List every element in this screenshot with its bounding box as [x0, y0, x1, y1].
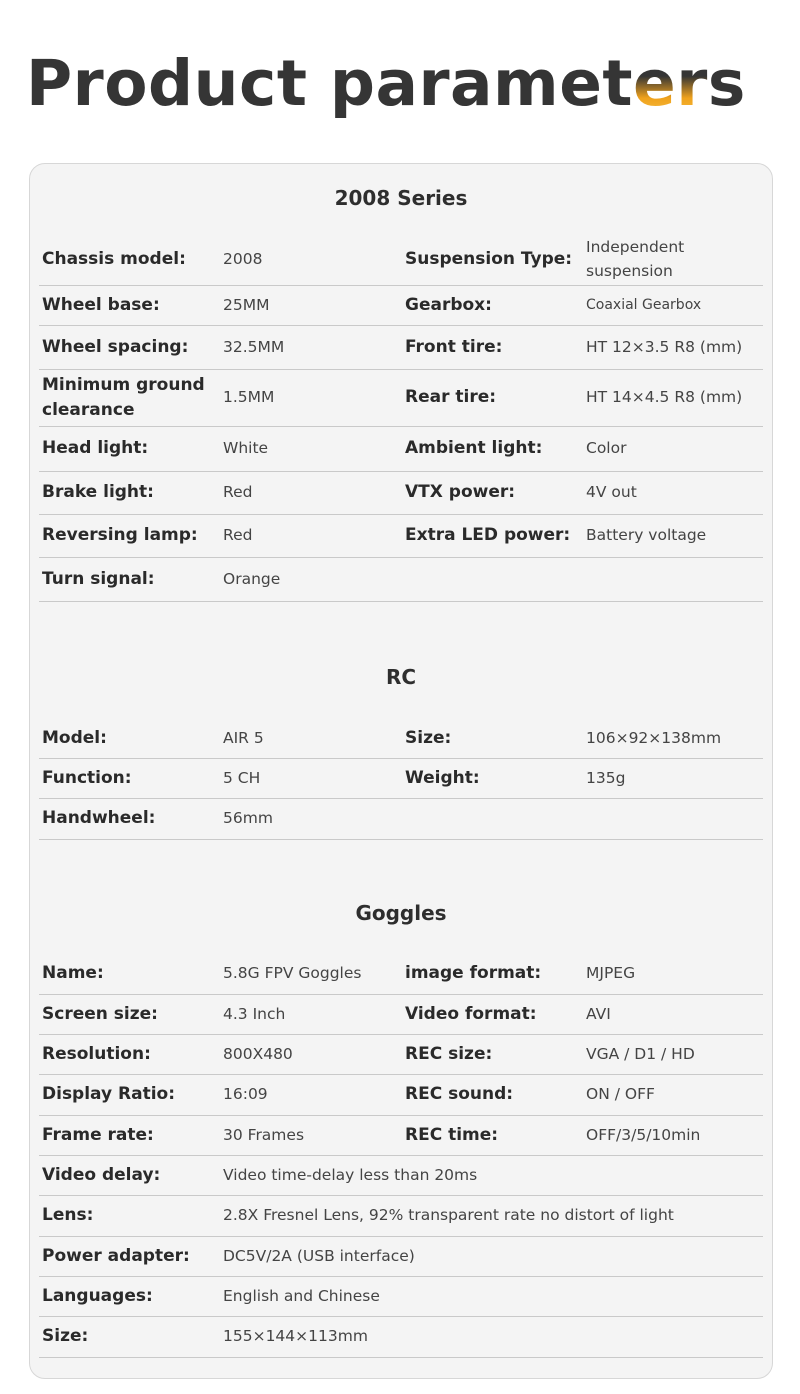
param-value: 4.3 Inch — [223, 1004, 286, 1023]
param-value: English and Chinese — [223, 1286, 380, 1305]
param-row — [39, 954, 763, 995]
param-label: Name: — [42, 963, 104, 984]
param-row — [39, 995, 763, 1035]
param-label: Gearbox: — [405, 294, 492, 315]
param-label: Minimum ground clearance — [42, 374, 205, 420]
param-value: AIR 5 — [223, 728, 264, 747]
param-label: Chassis model: — [42, 248, 186, 269]
param-label: Function: — [42, 767, 132, 788]
param-row — [39, 234, 763, 286]
param-row — [39, 370, 763, 427]
param-row — [39, 1035, 763, 1075]
param-row — [39, 1116, 763, 1156]
param-value: 56mm — [223, 809, 273, 828]
param-label: Model: — [42, 727, 107, 748]
param-value: 2008 — [223, 249, 263, 268]
param-label: Size: — [42, 1326, 89, 1347]
param-row — [39, 286, 763, 326]
param-value: 106×92×138mm — [586, 728, 722, 747]
page-title: Product parameters — [26, 47, 746, 120]
section-title: RC — [385, 665, 417, 689]
param-value: 30 Frames — [223, 1125, 305, 1144]
param-row — [39, 427, 763, 472]
param-value: ON / OFF — [586, 1085, 655, 1104]
param-label: Wheel base: — [42, 294, 160, 315]
section-title: Goggles — [355, 901, 447, 925]
param-value: 5.8G FPV Goggles — [223, 964, 362, 983]
param-label: Screen size: — [42, 1003, 158, 1024]
param-label: Rear tire: — [405, 387, 497, 408]
param-label: Weight: — [405, 767, 480, 788]
param-label: Reversing lamp: — [42, 525, 198, 546]
param-row — [39, 1196, 763, 1237]
param-row — [39, 1237, 763, 1277]
param-label: REC time: — [405, 1124, 499, 1145]
param-label: Lens: — [42, 1205, 94, 1226]
param-value: 4V out — [586, 483, 637, 502]
param-row — [39, 326, 763, 370]
param-row — [39, 515, 763, 558]
param-row — [39, 472, 763, 515]
param-value: DC5V/2A (USB interface) — [223, 1246, 415, 1265]
param-value: 32.5MM — [223, 337, 285, 356]
param-label: Ambient light: — [405, 438, 543, 459]
param-row — [39, 1156, 763, 1196]
param-label: Size: — [405, 727, 452, 748]
param-label: Frame rate: — [42, 1124, 154, 1145]
param-label: Brake light: — [42, 482, 154, 503]
param-value: Independent suspension — [586, 238, 685, 280]
param-label: Video format: — [405, 1003, 537, 1024]
param-label: Wheel spacing: — [42, 336, 189, 357]
param-row — [39, 799, 763, 840]
param-value: 155×144×113mm — [223, 1327, 368, 1346]
param-label: Handwheel: — [42, 808, 156, 829]
param-value: Battery voltage — [586, 526, 707, 545]
param-label: Front tire: — [405, 336, 503, 357]
param-label: REC sound: — [405, 1084, 514, 1105]
param-row — [39, 759, 763, 799]
param-value: 1.5MM — [223, 388, 275, 407]
param-label: Turn signal: — [42, 568, 155, 589]
param-value: Video time-delay less than 20ms — [223, 1165, 478, 1184]
param-value: HT 12×3.5 R8 (mm) — [586, 337, 743, 356]
param-label: Power adapter: — [42, 1245, 190, 1266]
param-row — [39, 1277, 763, 1317]
param-value: Color — [586, 439, 627, 458]
param-label: Display Ratio: — [42, 1084, 175, 1105]
param-label: VTX power: — [405, 482, 516, 503]
param-value: Orange — [223, 569, 281, 588]
param-label: Video delay: — [42, 1164, 161, 1185]
param-value: VGA / D1 / HD — [586, 1044, 695, 1063]
param-row — [39, 1317, 763, 1358]
param-label: Suspension Type: — [405, 248, 573, 269]
param-value: 16:09 — [223, 1085, 268, 1104]
param-label: image format: — [405, 963, 542, 984]
param-label: REC size: — [405, 1043, 493, 1064]
param-value: 2.8X Fresnel Lens, 92% transparent rate no distort of light — [223, 1206, 674, 1225]
param-value: 25MM — [223, 295, 270, 314]
section-title: 2008 Series — [334, 186, 468, 210]
param-value: HT 14×4.5 R8 (mm) — [586, 388, 743, 407]
param-value: 800X480 — [223, 1044, 293, 1063]
param-value: OFF/3/5/10min — [586, 1125, 701, 1144]
param-label: Resolution: — [42, 1043, 151, 1064]
param-value: MJPEG — [586, 964, 636, 983]
param-value: AVI — [586, 1004, 611, 1023]
param-value: Red — [223, 526, 253, 545]
param-label: Extra LED power: — [405, 525, 571, 546]
param-row — [39, 719, 763, 759]
parameters-card — [29, 163, 773, 1379]
param-row — [39, 558, 763, 602]
param-value: 135g — [586, 768, 626, 787]
param-value: White — [223, 439, 269, 458]
param-value: Red — [223, 483, 253, 502]
param-value: Coaxial Gearbox — [586, 297, 702, 313]
param-label: Languages: — [42, 1285, 153, 1306]
param-value: 5 CH — [223, 768, 261, 787]
param-label: Head light: — [42, 438, 149, 459]
param-row — [39, 1075, 763, 1116]
